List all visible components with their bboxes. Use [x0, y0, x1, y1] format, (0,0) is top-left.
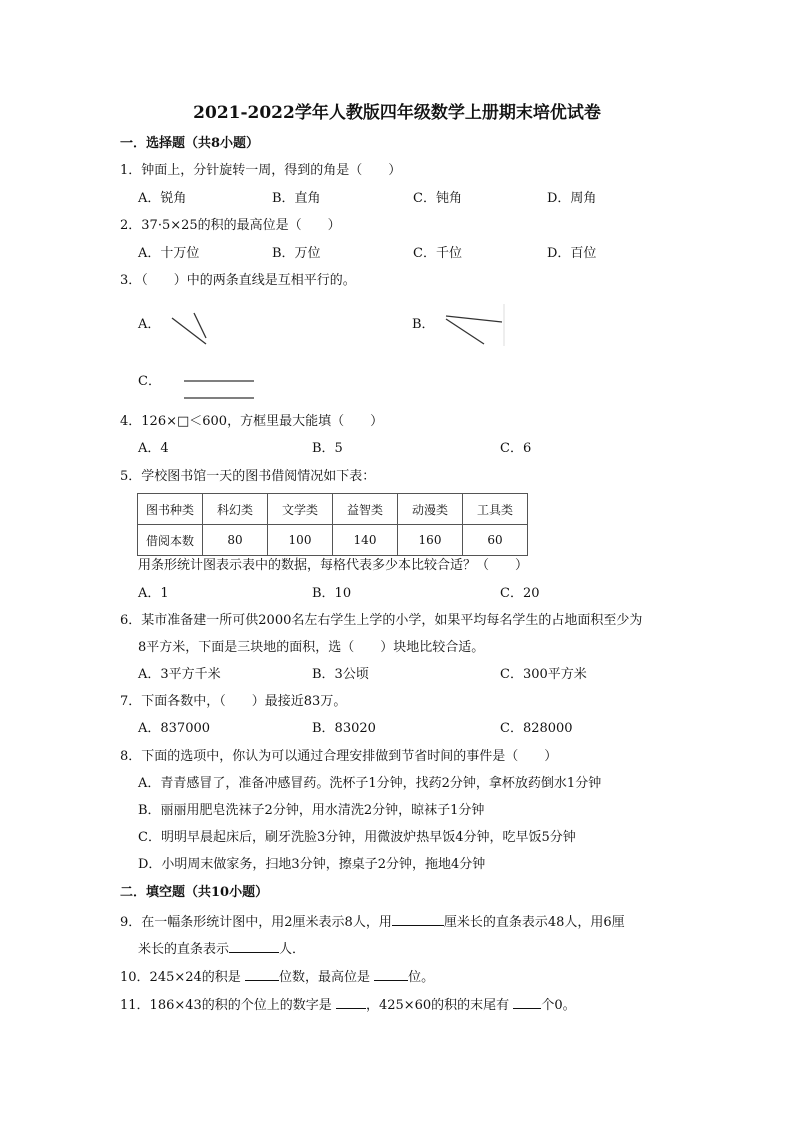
question-7: 7．下面各数中，（ ）最接近83万。 — [120, 694, 347, 709]
question-9-part-1: 9．在一幅条形统计图中，用2厘米表示8人，用 — [120, 915, 392, 930]
table-cell: 100 — [268, 525, 333, 556]
table-cell: 文学类 — [268, 494, 333, 525]
q3-figure-b — [440, 302, 508, 348]
q8-option-b: B．丽丽用肥皂洗袜子2分钟，用水清洗2分钟，晾袜子1分钟 — [138, 803, 485, 818]
q3-option-c: C． — [138, 374, 161, 389]
q7-option-b: B．83020 — [312, 721, 376, 736]
question-9-line-1 — [120, 912, 625, 932]
q3-option-b: B． — [412, 317, 435, 332]
table-cell: 60 — [463, 525, 528, 556]
question-8: 8．下面的选项中，你认为可以通过合理安排做到节省时间的事件是（ ） — [120, 749, 558, 764]
table-cell: 160 — [398, 525, 463, 556]
answer-blank[interactable] — [513, 995, 541, 1009]
question-10-part-3: 位。 — [408, 970, 435, 985]
section-heading-fill: 二．填空题（共10小题） — [120, 885, 269, 900]
section-heading-choice: 一．选择题（共8小题） — [120, 136, 260, 151]
q2-option-d: D．百位 — [547, 246, 597, 261]
q8-option-a: A．青青感冒了，准备冲感冒药。洗杯子1分钟，找药2分钟，拿杯放药倒水1分钟 — [138, 776, 602, 791]
q2-option-c: C．千位 — [413, 246, 462, 261]
question-10 — [120, 967, 434, 987]
q1-option-a: A．锐角 — [138, 191, 187, 206]
q1-option-b: B．直角 — [272, 191, 321, 206]
q6-option-b: B．3公顷 — [312, 667, 369, 682]
q1-option-c: C．钝角 — [413, 191, 462, 206]
table-cell: 借阅本数 — [138, 525, 203, 556]
question-11-part-3: 个0。 — [541, 998, 576, 1013]
question-3: 3．（ ）中的两条直线是互相平行的。 — [120, 273, 356, 288]
q3-figure-c — [180, 375, 260, 403]
question-6-line-2: 8平方米，下面是三块地的面积，选（ ）块地比较合适。 — [138, 640, 485, 655]
table-cell: 图书种类 — [138, 494, 203, 525]
question-2: 2．37·5×25的积的最高位是（ ） — [120, 218, 341, 233]
q2-option-a: A．十万位 — [138, 246, 200, 261]
question-9-line-2 — [138, 939, 305, 959]
question-11-part-2: ，425×60的积的末尾有 — [365, 998, 514, 1013]
question-10-part-1: 10．245×24的积是 — [120, 970, 245, 985]
q8-option-d: D．小明周末做家务，扫地3分钟，擦桌子2分钟，拖地4分钟 — [138, 857, 486, 872]
answer-blank[interactable] — [245, 967, 279, 981]
q5-option-a: A．1 — [138, 586, 169, 601]
table-row — [138, 525, 528, 556]
question-10-part-2: 位数，最高位是 — [278, 970, 375, 985]
q1-option-d: D．周角 — [547, 191, 597, 206]
table-header-row — [138, 494, 528, 525]
question-1: 1．钟面上，分针旋转一周，得到的角是（ ） — [120, 163, 402, 178]
question-9-part-2: 厘米长的直条表示48人，用6厘 — [443, 915, 625, 930]
answer-blank[interactable] — [374, 967, 408, 981]
q3-figure-a — [168, 310, 214, 348]
table-cell: 益智类 — [333, 494, 398, 525]
question-5-prompt: 用条形统计图表示表中的数据，每格代表多少本比较合适？（ ） — [138, 558, 529, 573]
question-11 — [120, 995, 576, 1015]
question-9-part-4: 人． — [279, 942, 306, 957]
q6-option-c: C．300平方米 — [500, 667, 587, 682]
answer-blank[interactable] — [336, 995, 366, 1009]
borrow-table — [137, 493, 528, 556]
q7-option-a: A．837000 — [138, 721, 211, 736]
q8-option-c: C．明明早晨起床后，刷牙洗脸3分钟，用微波炉热早饭4分钟，吃早饭5分钟 — [138, 830, 576, 845]
q2-option-b: B．万位 — [272, 246, 321, 261]
answer-blank[interactable] — [392, 912, 444, 926]
question-5: 5．学校图书馆一天的图书借阅情况如下表： — [120, 469, 376, 484]
q7-option-c: C．828000 — [500, 721, 573, 736]
q4-option-b: B．5 — [312, 441, 343, 456]
answer-blank[interactable] — [229, 939, 279, 953]
page-title: 2021-2022学年人教版四年级数学上册期末培优试卷 — [193, 103, 601, 123]
q5-option-b: B．10 — [312, 586, 352, 601]
table-cell: 工具类 — [463, 494, 528, 525]
q5-option-c: C．20 — [500, 586, 540, 601]
question-4: 4．126×□＜600，方框里最大能填（ ） — [120, 414, 384, 429]
q3-option-a: A． — [138, 317, 161, 332]
q4-option-a: A．4 — [138, 441, 169, 456]
question-6-line-1: 6．某市准备建一所可供2000名左右学生上学的小学，如果平均每名学生的占地面积至少为 — [120, 613, 643, 628]
table-cell: 80 — [203, 525, 268, 556]
q6-option-a: A．3平方千米 — [138, 667, 221, 682]
question-11-part-1: 11．186×43的积的个位上的数字是 — [120, 998, 336, 1013]
table-cell: 科幻类 — [203, 494, 268, 525]
table-cell: 动漫类 — [398, 494, 463, 525]
table-cell: 140 — [333, 525, 398, 556]
q4-option-c: C．6 — [500, 441, 532, 456]
question-9-part-3: 米长的直条表示 — [138, 942, 230, 957]
